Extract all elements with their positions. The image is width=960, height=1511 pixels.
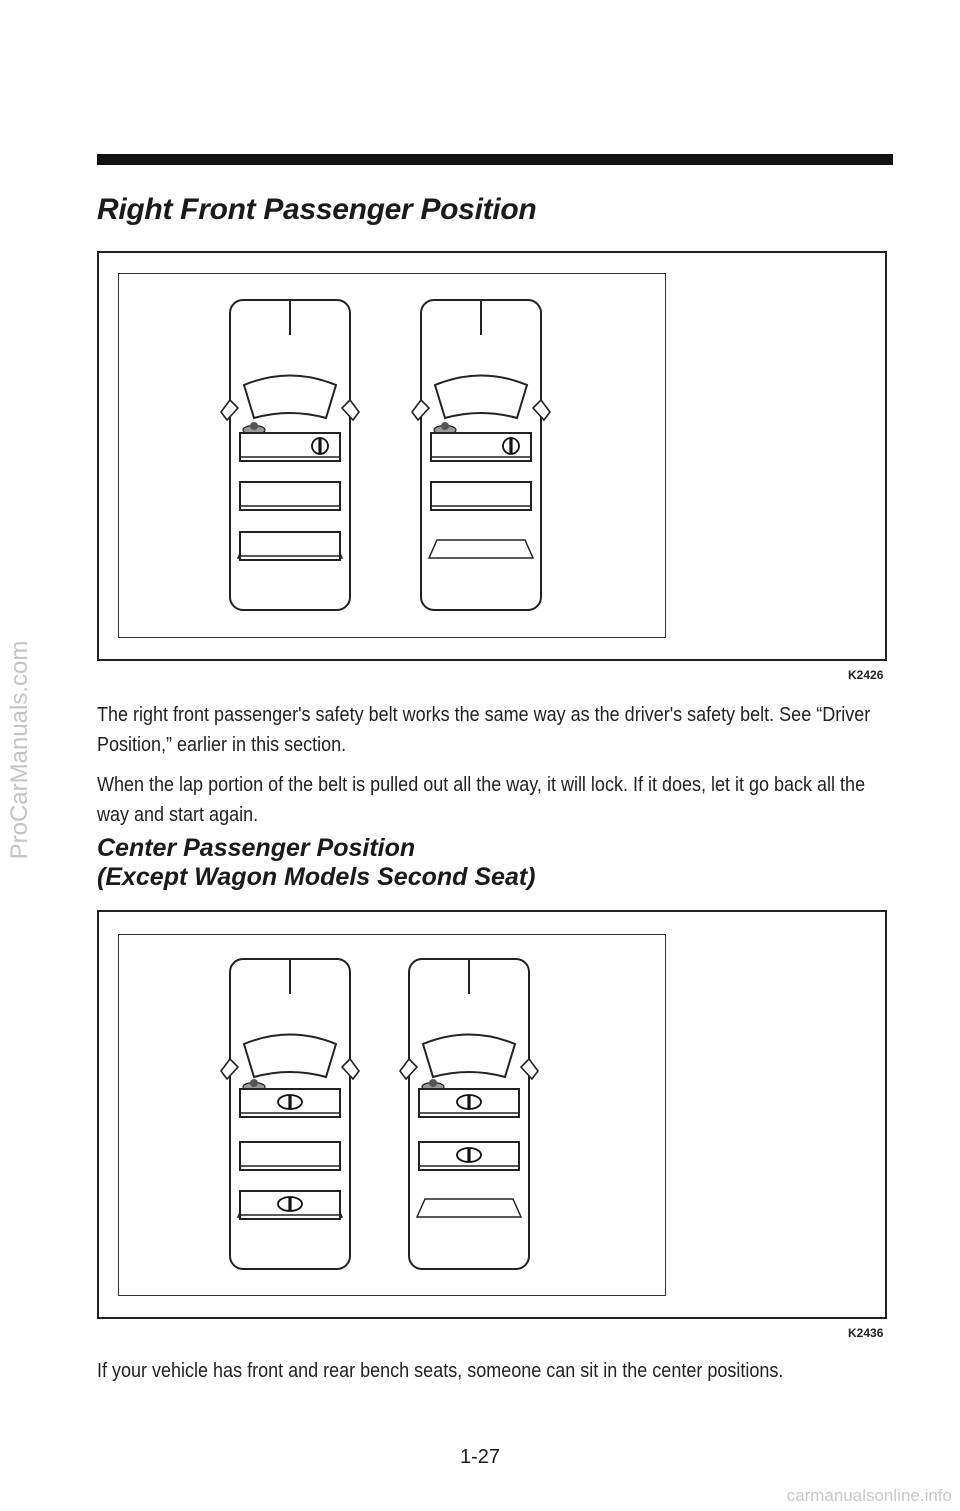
closing-paragraph: If your vehicle has front and rear bench seats, someone can sit in the center positions. bbox=[97, 1360, 784, 1382]
figure-code-k2426: K2426 bbox=[848, 668, 884, 682]
section-title: Right Front Passenger Position bbox=[97, 193, 537, 226]
paragraph-1: The right front passenger's safety belt works the same way as the driver's safety belt. See “Driver Position,” earlier in this section. bbox=[97, 704, 871, 756]
figure-k2426 bbox=[97, 251, 887, 661]
figure-k2426-inner bbox=[118, 273, 666, 638]
page-number: 1-27 bbox=[459, 1446, 501, 1468]
figure-code-k2436: K2436 bbox=[848, 1326, 884, 1340]
vans-diagram-center bbox=[119, 935, 665, 1295]
subsection-title bbox=[97, 834, 536, 892]
van-right-icon bbox=[412, 300, 550, 610]
van-left-icon bbox=[221, 300, 359, 610]
van-left-icon bbox=[221, 959, 359, 1269]
van-right-icon bbox=[400, 959, 538, 1269]
top-rule bbox=[97, 154, 893, 165]
figure-k2436 bbox=[97, 910, 887, 1319]
bottom-watermark: carmanualsonline.info bbox=[786, 1486, 952, 1505]
figure-k2436-inner bbox=[118, 934, 666, 1296]
paragraph-2: When the lap portion of the belt is pulled out all the way, it will lock. If it does, let it go back all the way and start again. bbox=[97, 774, 866, 826]
subsection-title-line2: (Except Wagon Models Second Seat) bbox=[97, 863, 536, 891]
vans-diagram-right-front bbox=[119, 274, 665, 637]
subsection-title-line1: Center Passenger Position bbox=[97, 834, 416, 862]
side-watermark-text: ProCarManuals.com bbox=[6, 640, 33, 860]
side-watermark bbox=[2, 600, 38, 900]
